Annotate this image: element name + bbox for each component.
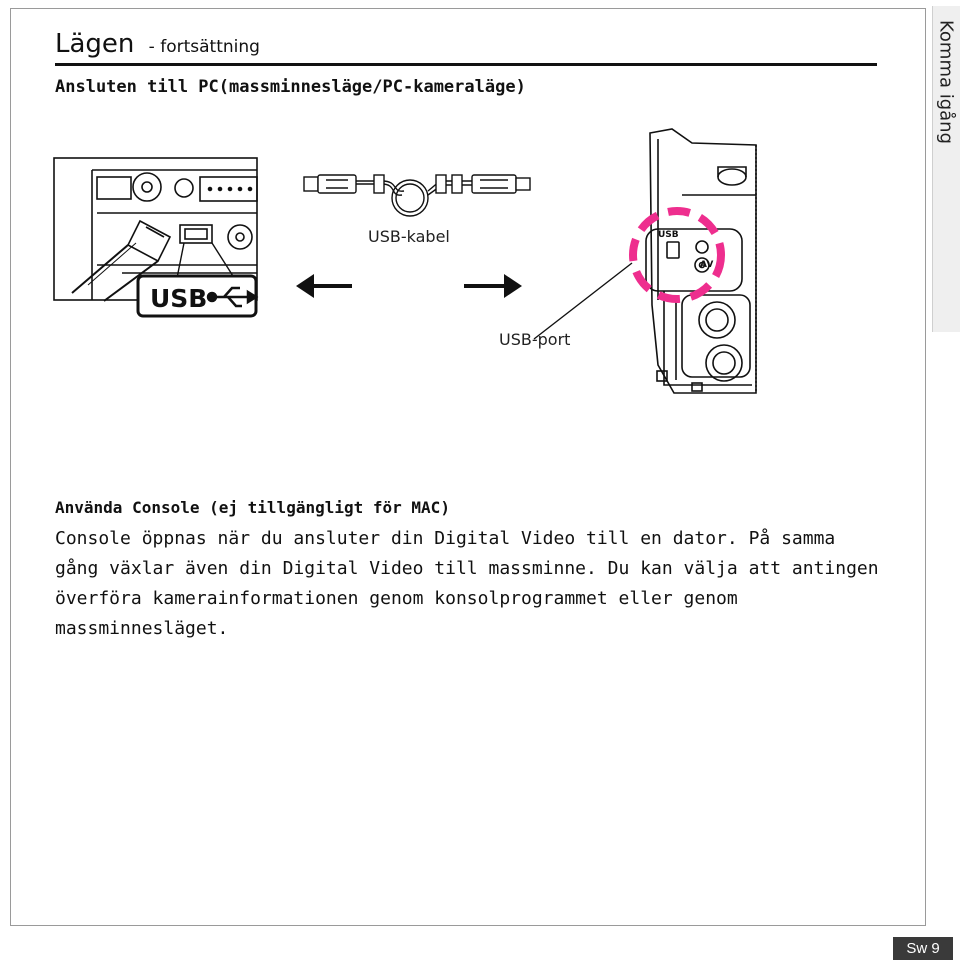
usb-cable-caption: USB-kabel (368, 227, 450, 246)
usb-port-callout-line (534, 263, 632, 339)
usb-connection-figure (52, 125, 762, 415)
camera-av-label: AV (700, 260, 714, 270)
usb-port-caption: USB-port (499, 330, 571, 349)
page-title-text: Lägen (55, 29, 135, 59)
right-arrow-icon (464, 274, 522, 298)
usb-cable-illustration (304, 175, 530, 216)
section-heading: Ansluten till PC(massminnesläge/PC-kameraläge) (55, 77, 526, 97)
left-arrow-icon (296, 274, 352, 298)
usb-badge-text: USB (150, 284, 208, 313)
usb-badge (138, 276, 256, 316)
console-body-text: Console öppnas när du ansluter din Digital Video till en dator. På samma gång växlar även din Digital Video till massminne. Du kan välja att antingen överföra kamerainformationen genom konsolprogrammet eller genom massminnesläget. (55, 528, 879, 639)
console-heading: Använda Console (ej tillgängligt för MAC) (55, 498, 450, 517)
side-tab-label: Komma igång (935, 19, 957, 145)
camera-usb-label: USB (658, 230, 679, 240)
page-title (55, 28, 260, 63)
title-divider (55, 63, 877, 66)
page-subtitle: - fortsättning (148, 37, 260, 57)
page-number: Sw 9 (893, 937, 953, 960)
